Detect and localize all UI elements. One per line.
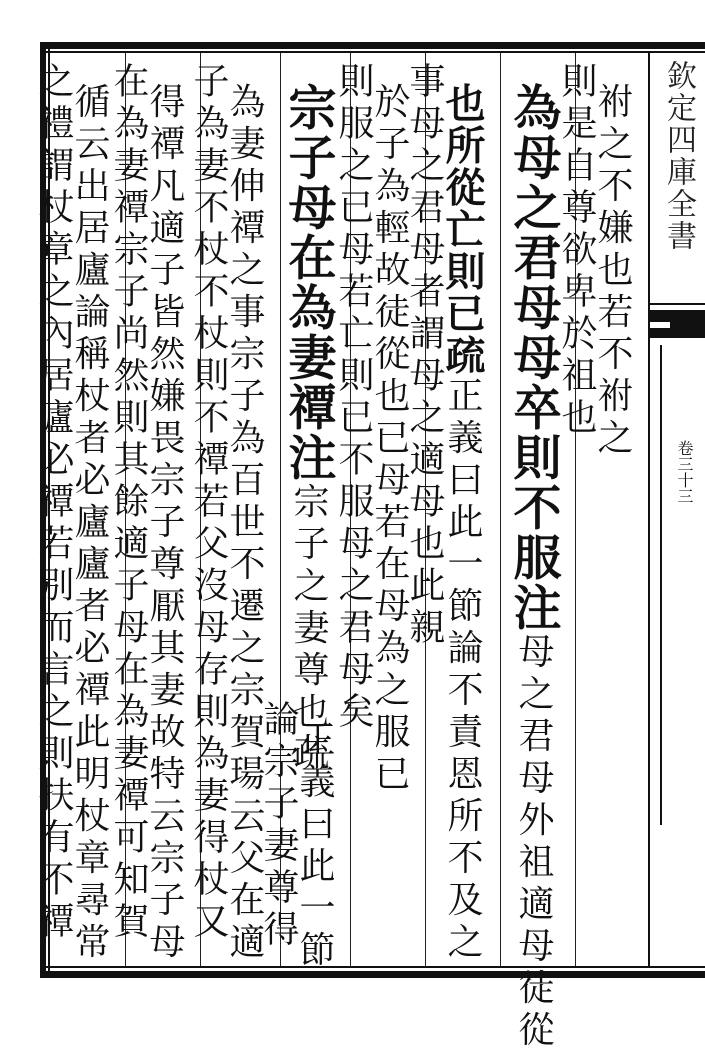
- text-column-6: [188, 62, 278, 965]
- frame-bottom-border: [40, 971, 705, 978]
- column-5-main-text: 宗子母在為妻禫注: [280, 82, 336, 483]
- text-column-2: [505, 62, 573, 1052]
- text-column-5: [280, 62, 348, 777]
- fold-side-rule: [660, 345, 662, 825]
- column-3-annotation: 正義曰此一節論不責恩所不及之 事母之君母者謂母之適母也此親: [404, 62, 483, 965]
- frame-bottom-inner-border: [40, 966, 705, 968]
- column-5-annotation: 宗子之妻尊也疏: [288, 482, 329, 777]
- text-column-3: [404, 62, 498, 965]
- fold-volume-label: 卷三十三: [675, 440, 694, 504]
- frame-top-inner-border: [40, 51, 705, 53]
- text-column-1: [556, 62, 646, 962]
- column-1-annotation: 祔之不嫌也若不祔之 則是自尊欲卑於祖也: [556, 62, 633, 461]
- text-column-7: [108, 62, 198, 965]
- fold-book-title: 欽定四庫全書: [661, 60, 696, 252]
- column-2-main-text: 為母之君母母卒則不服注: [505, 82, 561, 633]
- column-5-lower-annotation: 正義曰此一節 論宗子妻尊得: [258, 700, 335, 973]
- text-column-5-lower: [258, 700, 348, 973]
- fish-tail-notch: [650, 322, 670, 328]
- column-4-annotation: 於子為輕故徒從也已母若在母為之服已 則服之已母若亡則已不服母之君母矣: [333, 62, 410, 797]
- column-3-main-text: 也所從亡則已疏: [439, 82, 486, 377]
- column-8-annotation: 循云出居廬論稱杖者必廬廬者必禫此明杖章尋常 之禮謂杖章之內居廬必禫若別而言之則扶有不禫: [33, 62, 110, 965]
- frame-top-border: [40, 42, 705, 49]
- column-7-annotation: 得禫凡適子皆然嫌畏宗子尊厭其妻故特云宗子母 在為妻禫宗子尚然則其餘適子母在為妻禫可知賀: [108, 62, 185, 965]
- text-column-8: [33, 62, 123, 965]
- text-column-4: [333, 62, 423, 962]
- column-6-annotation: 為妻伸禫之事宗子為百世不遷之宗賀瑒云父在適 子為妻不杖不杖則不禫若父沒母存則為妻得杖又: [188, 62, 265, 965]
- column-rule: [500, 53, 501, 966]
- column-2-annotation: 母之君母外祖適母徒從: [513, 632, 554, 1052]
